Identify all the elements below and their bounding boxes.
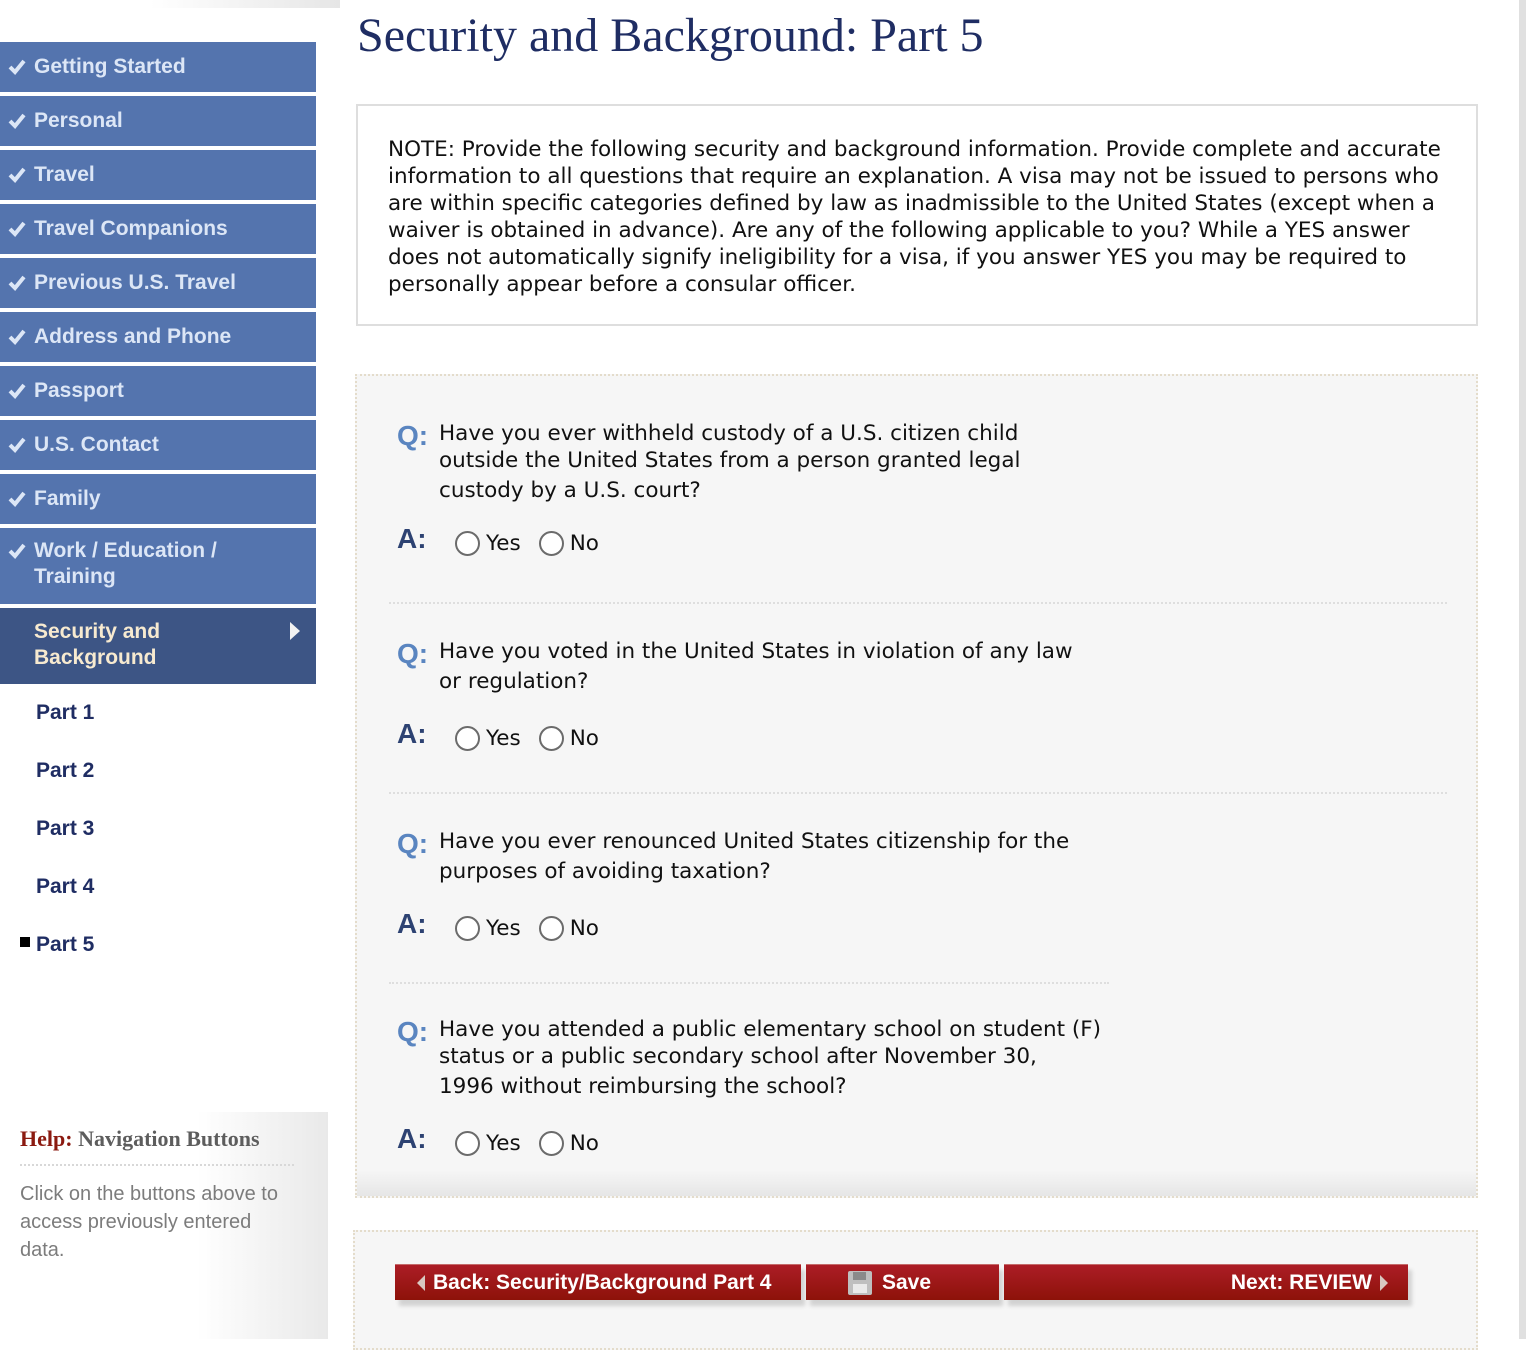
a-label: A: — [397, 1122, 427, 1154]
question-text — [439, 638, 1109, 698]
current-page-bullet-icon — [20, 937, 30, 947]
arrow-right-icon — [290, 622, 300, 640]
radio-yes[interactable] — [455, 726, 521, 751]
question-item — [397, 420, 1049, 556]
subnav-item-label: Part 2 — [36, 759, 95, 782]
sidebar-item-label: U.S. Contact — [34, 433, 159, 456]
radio-button[interactable] — [455, 916, 480, 941]
radio-button[interactable] — [539, 726, 564, 751]
subnav-item-part-5[interactable] — [0, 916, 316, 974]
question-text-main: Have you attended a public elementary school on student (F) status or a public secondary school after November 30, — [439, 1017, 1102, 1069]
q-label: Q: — [397, 828, 429, 859]
sidebar-item-label: Previous U.S. Travel — [34, 271, 236, 294]
radio-button[interactable] — [539, 531, 564, 556]
sidebar-item-work-education-training[interactable] — [0, 528, 316, 604]
question-text-main: Have you ever withheld custody of a U.S. citizen child outside the United States from a person granted legal — [439, 421, 1021, 473]
sidebar-item-getting-started[interactable] — [0, 42, 316, 92]
sidebar-item-us-contact[interactable] — [0, 420, 316, 470]
radio-no[interactable] — [539, 531, 599, 556]
arrow-right-icon — [1380, 1275, 1388, 1291]
sidebar-item-address-and-phone[interactable] — [0, 312, 316, 362]
sidebar-item-passport[interactable] — [0, 366, 316, 416]
q-label: Q: — [397, 638, 429, 669]
radio-button[interactable] — [539, 1131, 564, 1156]
question-item — [397, 828, 1109, 941]
checkmark-icon — [8, 436, 26, 454]
back-button-label: Back: Security/Background Part 4 — [433, 1270, 772, 1294]
help-title — [20, 1126, 294, 1166]
save-button[interactable] — [806, 1264, 999, 1300]
next-button-label: Next: REVIEW — [1230, 1270, 1372, 1294]
next-button[interactable] — [1004, 1264, 1408, 1300]
help-panel — [0, 1112, 328, 1339]
sidebar-item-travel-companions[interactable] — [0, 204, 316, 254]
scrollbar[interactable] — [1519, 0, 1526, 1339]
question-item — [397, 638, 1109, 751]
subnav-item-part-4[interactable] — [0, 858, 316, 916]
subnav-item-label: Part 3 — [36, 817, 95, 840]
a-label: A: — [397, 522, 427, 554]
top-decoration — [150, 0, 340, 8]
a-label: A: — [397, 717, 427, 749]
note-text: NOTE: Provide the following security and background information. Provide complete and accurate information to all questions that require an explanation. A visa may not be issued to persons who are within specific categories defined by law as inadmissible to the United States (except when a waiver is obtained in advance). Are any of the following applicable to you? While a YES answer does not automatically signify ineligibility for a visa, if you answer YES you may be required to personally appear before a consular officer. — [388, 137, 1441, 297]
question-text-last: purposes of avoiding taxation? — [439, 859, 771, 884]
sidebar-subnav — [0, 684, 316, 974]
checkmark-icon — [8, 274, 26, 292]
help-label: Help: — [20, 1126, 73, 1151]
radio-yes[interactable] — [455, 531, 521, 556]
question-text-last: 1996 without reimbursing the school? — [439, 1074, 847, 1099]
checkmark-icon — [8, 542, 26, 560]
sidebar-item-label: Travel Companions — [34, 217, 228, 240]
save-button-label: Save — [882, 1270, 932, 1294]
radio-button[interactable] — [455, 1131, 480, 1156]
a-label: A: — [397, 907, 427, 939]
back-button[interactable] — [395, 1264, 801, 1300]
note-box — [356, 104, 1478, 326]
radio-label: No — [569, 916, 599, 941]
subnav-item-part-1[interactable] — [0, 684, 316, 742]
checkmark-icon — [8, 490, 26, 508]
radio-yes[interactable] — [455, 916, 521, 941]
question-text — [439, 828, 1109, 888]
question-item — [397, 1016, 1109, 1156]
questions-panel — [355, 374, 1478, 1198]
question-text — [439, 1016, 1109, 1103]
radio-label: Yes — [486, 726, 521, 751]
sidebar-item-label: Security and Background — [34, 620, 161, 669]
sidebar-item-family[interactable] — [0, 474, 316, 524]
radio-no[interactable] — [539, 916, 599, 941]
checkmark-icon — [8, 58, 26, 76]
divider — [389, 792, 1447, 794]
radio-button[interactable] — [455, 531, 480, 556]
sidebar-item-label: Getting Started — [34, 55, 186, 78]
radio-label: Yes — [486, 531, 521, 556]
sidebar-item-security-and-background[interactable] — [0, 608, 316, 684]
question-text-last: or regulation? — [439, 669, 589, 694]
sidebar-item-label: Address and Phone — [34, 325, 232, 348]
radio-label: Yes — [486, 916, 521, 941]
subnav-item-label: Part 4 — [36, 875, 95, 898]
radio-label: No — [569, 1131, 599, 1156]
q-label: Q: — [397, 420, 429, 451]
subnav-item-label: Part 5 — [36, 933, 95, 956]
q-label: Q: — [397, 1016, 429, 1047]
radio-label: No — [569, 531, 599, 556]
page-title: Security and Background: Part 5 — [357, 9, 984, 62]
sidebar-item-travel[interactable] — [0, 150, 316, 200]
floppy-disk-icon — [848, 1271, 872, 1295]
question-text-last: custody by a U.S. court? — [439, 478, 701, 503]
radio-no[interactable] — [539, 1131, 599, 1156]
checkmark-icon — [8, 382, 26, 400]
sidebar-item-label: Family — [34, 487, 101, 510]
radio-no[interactable] — [539, 726, 599, 751]
radio-label: No — [569, 726, 599, 751]
sidebar-item-label: Passport — [34, 379, 124, 402]
help-text: Click on the buttons above to access previously entered data. — [20, 1183, 278, 1261]
checkmark-icon — [8, 166, 26, 184]
divider — [389, 602, 1447, 604]
question-text-main: Have you voted in the United States in violation of any law — [439, 639, 1073, 664]
subnav-item-part-3[interactable] — [0, 800, 316, 858]
checkmark-icon — [8, 328, 26, 346]
divider — [389, 982, 1109, 984]
question-text-main: Have you ever renounced United States citizenship for the — [439, 829, 1070, 854]
checkmark-icon — [8, 112, 26, 130]
sidebar-item-label: Work / Education / Training — [34, 539, 217, 588]
sidebar-item-label: Personal — [34, 109, 123, 132]
sidebar-nav — [0, 42, 316, 688]
help-heading: Navigation Buttons — [78, 1126, 260, 1151]
checkmark-icon — [8, 220, 26, 238]
sidebar-item-label: Travel — [34, 163, 95, 186]
question-text — [439, 420, 1049, 507]
radio-button[interactable] — [539, 916, 564, 941]
subnav-item-part-2[interactable] — [0, 742, 316, 800]
sidebar-item-personal[interactable] — [0, 96, 316, 146]
sidebar-item-previous-us-travel[interactable] — [0, 258, 316, 308]
radio-button[interactable] — [455, 726, 480, 751]
radio-label: Yes — [486, 1131, 521, 1156]
arrow-left-icon — [417, 1275, 425, 1291]
radio-yes[interactable] — [455, 1131, 521, 1156]
subnav-item-label: Part 1 — [36, 701, 95, 724]
